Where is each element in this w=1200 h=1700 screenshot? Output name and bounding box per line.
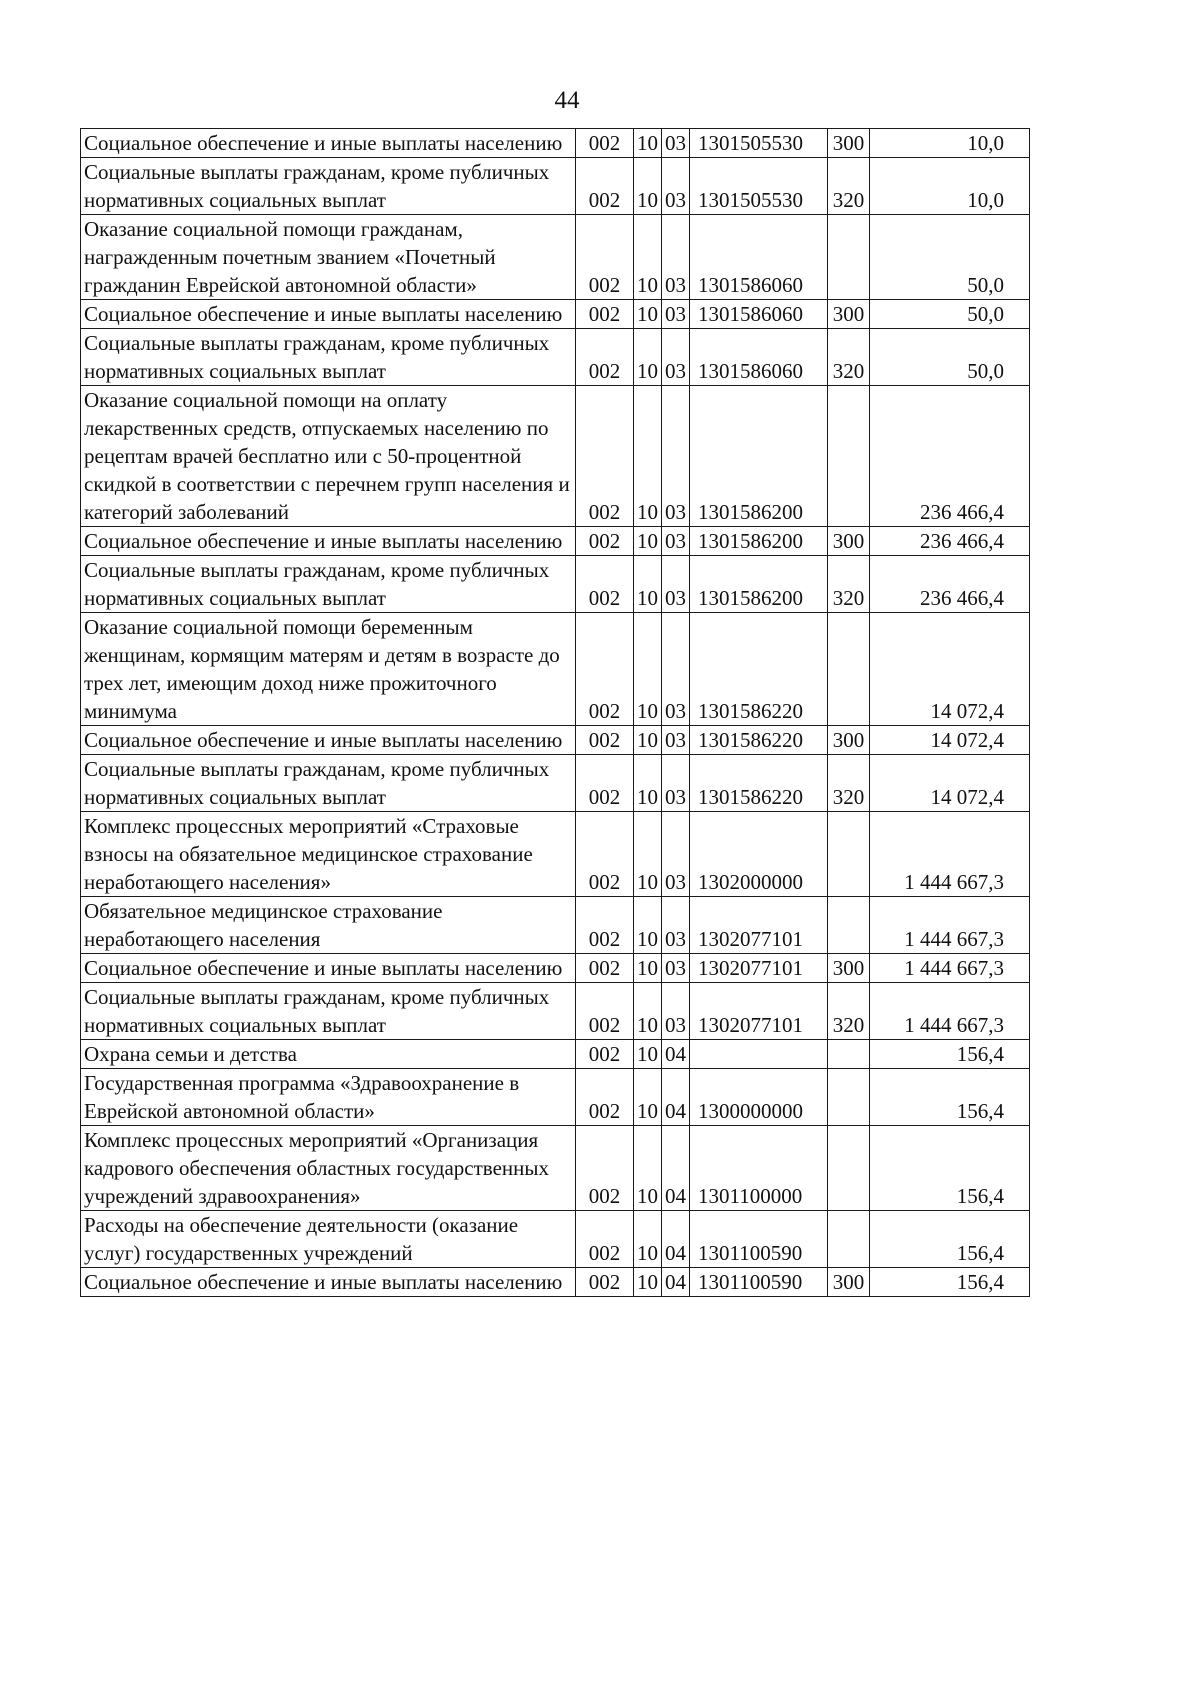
amount: 10,0 — [870, 158, 1030, 215]
expense-type-code: 300 — [828, 1268, 870, 1297]
expense-type-code — [828, 1069, 870, 1126]
expense-type-code — [828, 1126, 870, 1211]
subsection-code: 04 — [662, 1211, 690, 1268]
amount: 156,4 — [870, 1268, 1030, 1297]
subsection-code: 03 — [662, 812, 690, 897]
amount: 1 444 667,3 — [870, 812, 1030, 897]
amount: 156,4 — [870, 1126, 1030, 1211]
admin-code: 002 — [576, 726, 634, 755]
table-row — [81, 329, 1030, 386]
amount: 1 444 667,3 — [870, 954, 1030, 983]
section-code: 10 — [634, 556, 662, 613]
table-row — [81, 1069, 1030, 1126]
amount: 156,4 — [870, 1040, 1030, 1069]
row-name: Социальные выплаты гражданам, кроме публичных нормативных социальных выплат — [81, 556, 576, 613]
amount: 156,4 — [870, 1211, 1030, 1268]
row-name: Охрана семьи и детства — [81, 1040, 576, 1069]
expense-type-code: 320 — [828, 755, 870, 812]
subsection-code: 03 — [662, 527, 690, 556]
admin-code: 002 — [576, 527, 634, 556]
row-name: Оказание социальной помощи беременным женщинам, кормящим матерям и детям в возрасте до трех лет, имеющим доход ниже прожиточного минимума — [81, 613, 576, 726]
amount: 236 466,4 — [870, 527, 1030, 556]
table-row — [81, 1268, 1030, 1297]
row-name: Социальное обеспечение и иные выплаты населению — [81, 129, 576, 158]
subsection-code: 04 — [662, 1268, 690, 1297]
section-code: 10 — [634, 300, 662, 329]
expense-type-code: 300 — [828, 726, 870, 755]
table-row — [81, 527, 1030, 556]
row-name: Социальное обеспечение и иные выплаты населению — [81, 300, 576, 329]
admin-code: 002 — [576, 983, 634, 1040]
row-name: Комплекс процессных мероприятий «Страховые взносы на обязательное медицинское страхование неработающего населения» — [81, 812, 576, 897]
table-row — [81, 300, 1030, 329]
target-article-code: 1302077101 — [690, 983, 828, 1040]
amount: 10,0 — [870, 129, 1030, 158]
admin-code: 002 — [576, 954, 634, 983]
subsection-code: 03 — [662, 215, 690, 300]
admin-code: 002 — [576, 158, 634, 215]
expense-type-code — [828, 613, 870, 726]
expense-type-code: 320 — [828, 983, 870, 1040]
row-name: Социальное обеспечение и иные выплаты населению — [81, 527, 576, 556]
target-article-code: 1301586060 — [690, 300, 828, 329]
table-row — [81, 158, 1030, 215]
expense-type-code: 320 — [828, 556, 870, 613]
target-article-code: 1301505530 — [690, 129, 828, 158]
row-name: Социальные выплаты гражданам, кроме публичных нормативных социальных выплат — [81, 329, 576, 386]
table-row — [81, 215, 1030, 300]
table-row — [81, 983, 1030, 1040]
section-code: 10 — [634, 1040, 662, 1069]
table-row — [81, 954, 1030, 983]
row-name: Социальные выплаты гражданам, кроме публичных нормативных социальных выплат — [81, 755, 576, 812]
subsection-code: 03 — [662, 954, 690, 983]
admin-code: 002 — [576, 897, 634, 954]
row-name: Обязательное медицинское страхование неработающего населения — [81, 897, 576, 954]
admin-code: 002 — [576, 300, 634, 329]
target-article-code — [690, 1040, 828, 1069]
target-article-code: 1302077101 — [690, 954, 828, 983]
row-name: Государственная программа «Здравоохранение в Еврейской автономной области» — [81, 1069, 576, 1126]
amount: 14 072,4 — [870, 613, 1030, 726]
amount: 1 444 667,3 — [870, 897, 1030, 954]
row-name: Социальное обеспечение и иные выплаты населению — [81, 726, 576, 755]
expense-type-code — [828, 1211, 870, 1268]
admin-code: 002 — [576, 613, 634, 726]
table-row — [81, 812, 1030, 897]
section-code: 10 — [634, 527, 662, 556]
expense-type-code — [828, 386, 870, 527]
admin-code: 002 — [576, 129, 634, 158]
section-code: 10 — [634, 812, 662, 897]
subsection-code: 03 — [662, 983, 690, 1040]
admin-code: 002 — [576, 1268, 634, 1297]
target-article-code: 1300000000 — [690, 1069, 828, 1126]
target-article-code: 1301505530 — [690, 158, 828, 215]
target-article-code: 1301100000 — [690, 1126, 828, 1211]
target-article-code: 1301586200 — [690, 386, 828, 527]
row-name: Расходы на обеспечение деятельности (оказание услуг) государственных учреждений — [81, 1211, 576, 1268]
subsection-code: 03 — [662, 300, 690, 329]
section-code: 10 — [634, 897, 662, 954]
target-article-code: 1301586060 — [690, 329, 828, 386]
subsection-code: 03 — [662, 726, 690, 755]
row-name: Социальные выплаты гражданам, кроме публичных нормативных социальных выплат — [81, 983, 576, 1040]
section-code: 10 — [634, 1126, 662, 1211]
amount: 1 444 667,3 — [870, 983, 1030, 1040]
target-article-code: 1302077101 — [690, 897, 828, 954]
admin-code: 002 — [576, 755, 634, 812]
admin-code: 002 — [576, 556, 634, 613]
target-article-code: 1301100590 — [690, 1211, 828, 1268]
admin-code: 002 — [576, 386, 634, 527]
page-number: 44 — [554, 87, 580, 114]
subsection-code: 03 — [662, 613, 690, 726]
row-name: Комплекс процессных мероприятий «Организация кадрового обеспечения областных государственных учреждений здравоохранения» — [81, 1126, 576, 1211]
admin-code: 002 — [576, 1069, 634, 1126]
subsection-code: 03 — [662, 755, 690, 812]
section-code: 10 — [634, 1268, 662, 1297]
subsection-code: 04 — [662, 1040, 690, 1069]
expense-type-code: 320 — [828, 329, 870, 386]
section-code: 10 — [634, 386, 662, 527]
section-code: 10 — [634, 954, 662, 983]
target-article-code: 1301100590 — [690, 1268, 828, 1297]
section-code: 10 — [634, 1211, 662, 1268]
row-name: Оказание социальной помощи на оплату лекарственных средств, отпускаемых населению по рецептам врачей бесплатно или с 50-процентной скидкой в соответствии с перечнем групп населения и категорий заболеваний — [81, 386, 576, 527]
admin-code: 002 — [576, 1126, 634, 1211]
row-name: Социальное обеспечение и иные выплаты населению — [81, 1268, 576, 1297]
expense-type-code — [828, 1040, 870, 1069]
subsection-code: 03 — [662, 158, 690, 215]
budget-table — [80, 128, 1030, 1297]
section-code: 10 — [634, 983, 662, 1040]
expense-type-code: 300 — [828, 954, 870, 983]
table-row — [81, 556, 1030, 613]
subsection-code: 03 — [662, 897, 690, 954]
amount: 50,0 — [870, 329, 1030, 386]
amount: 14 072,4 — [870, 726, 1030, 755]
admin-code: 002 — [576, 1211, 634, 1268]
subsection-code: 03 — [662, 329, 690, 386]
table-row — [81, 613, 1030, 726]
table-body — [81, 129, 1030, 1297]
row-name: Социальные выплаты гражданам, кроме публичных нормативных социальных выплат — [81, 158, 576, 215]
target-article-code: 1301586220 — [690, 726, 828, 755]
section-code: 10 — [634, 726, 662, 755]
target-article-code: 1301586060 — [690, 215, 828, 300]
expense-type-code — [828, 897, 870, 954]
expense-type-code — [828, 215, 870, 300]
section-code: 10 — [634, 129, 662, 158]
target-article-code: 1301586220 — [690, 755, 828, 812]
row-name: Оказание социальной помощи гражданам, награжденным почетным званием «Почетный гражданин Еврейской автономной области» — [81, 215, 576, 300]
table-row — [81, 897, 1030, 954]
subsection-code: 04 — [662, 1069, 690, 1126]
section-code: 10 — [634, 613, 662, 726]
amount: 236 466,4 — [870, 556, 1030, 613]
table-row — [81, 755, 1030, 812]
section-code: 10 — [634, 329, 662, 386]
target-article-code: 1302000000 — [690, 812, 828, 897]
table-row — [81, 386, 1030, 527]
amount: 14 072,4 — [870, 755, 1030, 812]
subsection-code: 03 — [662, 129, 690, 158]
admin-code: 002 — [576, 1040, 634, 1069]
amount: 50,0 — [870, 215, 1030, 300]
expense-type-code: 300 — [828, 527, 870, 556]
admin-code: 002 — [576, 329, 634, 386]
table-row — [81, 1126, 1030, 1211]
section-code: 10 — [634, 1069, 662, 1126]
expense-type-code: 300 — [828, 300, 870, 329]
expense-type-code: 300 — [828, 129, 870, 158]
table-row — [81, 1211, 1030, 1268]
table-row — [81, 1040, 1030, 1069]
admin-code: 002 — [576, 812, 634, 897]
target-article-code: 1301586200 — [690, 556, 828, 613]
amount: 50,0 — [870, 300, 1030, 329]
admin-code: 002 — [576, 215, 634, 300]
amount: 156,4 — [870, 1069, 1030, 1126]
table-row — [81, 129, 1030, 158]
table-row — [81, 726, 1030, 755]
section-code: 10 — [634, 755, 662, 812]
section-code: 10 — [634, 215, 662, 300]
expense-type-code — [828, 812, 870, 897]
section-code: 10 — [634, 158, 662, 215]
target-article-code: 1301586220 — [690, 613, 828, 726]
row-name: Социальное обеспечение и иные выплаты населению — [81, 954, 576, 983]
amount: 236 466,4 — [870, 386, 1030, 527]
subsection-code: 04 — [662, 1126, 690, 1211]
target-article-code: 1301586200 — [690, 527, 828, 556]
subsection-code: 03 — [662, 556, 690, 613]
subsection-code: 03 — [662, 386, 690, 527]
expense-type-code: 320 — [828, 158, 870, 215]
